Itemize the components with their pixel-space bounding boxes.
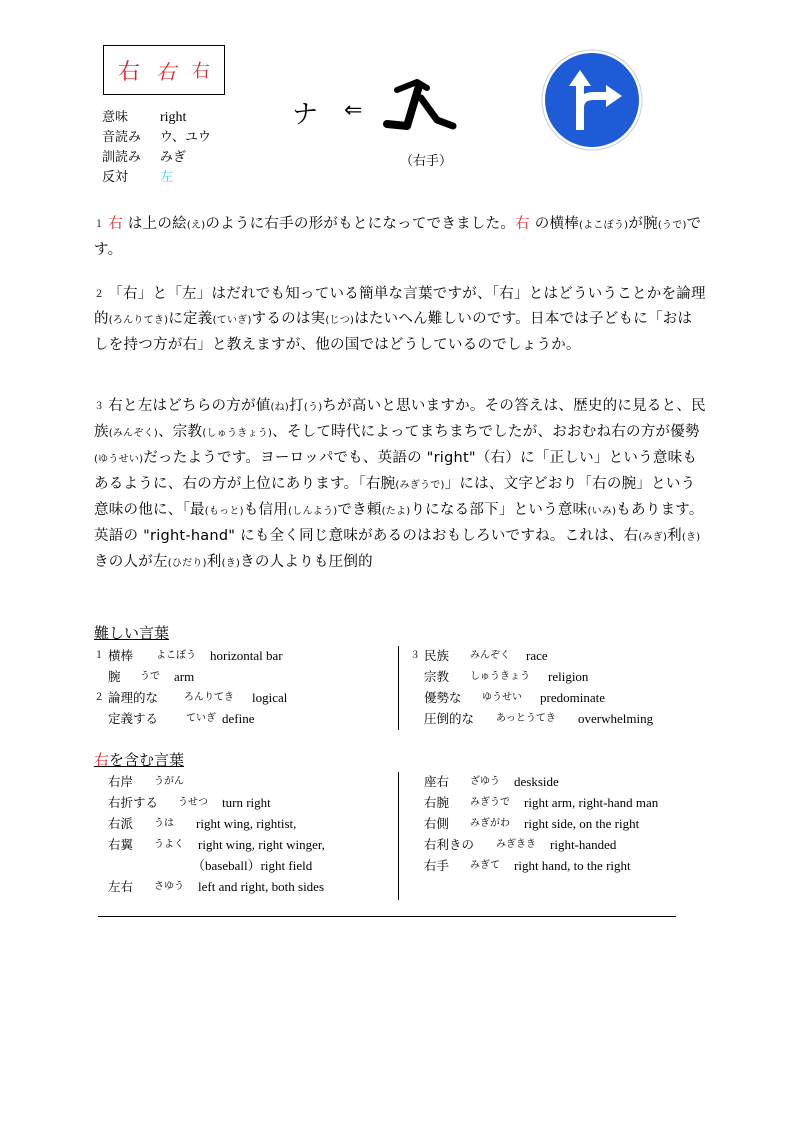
vocab-number: ３ [410,650,420,661]
kanji-variant-1: 右 [117,59,140,85]
vocab-row [94,687,394,708]
vocab-row [94,708,394,729]
furigana: (き) [221,558,241,569]
vocab-reading: ざゆう [470,776,500,787]
vocab-english: overwhelming [578,711,654,726]
vocab-reading: よこぼう [156,650,196,661]
vocab-reading: うがん [154,776,184,787]
furigana: (みぎ) [638,532,668,543]
furigana: (みんぞく) [108,428,159,439]
paragraph-3 [94,394,706,576]
vocab-word: 右利きの [424,837,475,852]
text: 利 [206,554,222,570]
vocab-word: 論理的な [108,690,159,705]
left-arrow-icon: ⇐ [344,98,363,123]
info-row-kunyomi [102,148,282,168]
column-divider [398,646,399,730]
paragraph-number: ２ [94,289,105,300]
vocab-row [424,771,714,792]
info-label: 反対 [102,170,129,185]
vocab-row [410,708,710,729]
difficult-words-right [410,645,710,729]
text: 、宗教 [158,424,203,440]
vocab-english: right side, on the right [524,816,640,831]
info-row-onyomi [102,128,282,148]
vocab-word: 右派 [108,816,134,831]
info-label: 音読み [102,130,142,145]
text: も信用 [243,502,289,518]
text: 、そして時代によってまちまちでしたが、おおむね右の方が優勢 [272,424,700,440]
kanji-variant-3: 右 [191,61,210,82]
vocab-row [410,687,710,708]
vocab-word: 座右 [424,774,450,789]
vocab-row [108,876,398,897]
vocab-english: right-handed [550,837,617,852]
road-sign-straight-or-right-icon [540,48,644,156]
column-divider [398,772,399,900]
vocab-row [424,834,714,855]
vocab-word: 右翼 [108,837,134,852]
text: するのは実 [251,311,326,327]
info-label: 意味 [102,110,129,125]
vocab-reading: あっとうてき [496,713,556,724]
furigana: (もっと) [204,506,244,517]
vocab-word: 右側 [424,816,450,831]
vocab-word: 宗教 [424,669,450,684]
furigana: (う) [303,402,323,413]
text: のように右手の形がもとになってできました。 [205,216,516,232]
vocab-row [424,792,714,813]
vocab-reading: うせつ [178,797,208,808]
furigana: (ゆうせい) [94,454,144,465]
furigana: (しゅうきょう) [202,428,273,439]
vocab-reading: うは [154,818,174,829]
furigana: (しんよう) [288,506,338,517]
vocab-reading: ゆうせい [482,692,522,703]
vocab-reading: みぎて [470,860,500,871]
kanji-info [102,108,282,192]
furigana: (ろんりてき) [108,315,169,326]
vocab-english: deskside [514,774,559,789]
vocab-reading: しゅうきょう [470,671,530,682]
text: の横棒 [529,216,580,232]
text: でき頼 [337,502,382,518]
vocab-word: 右手 [424,858,450,873]
paragraph-number: ３ [94,401,105,412]
vocab-reading: みぎうで [470,797,510,808]
vocab-row [108,792,398,813]
vocab-reading: みぎきき [496,839,536,850]
info-label: 訓読み [102,150,142,165]
hand-caption: （右手） [400,154,453,169]
info-value-opposite: 左 [160,170,174,185]
vocab-word: 圧倒的な [424,711,475,726]
furigana: (え) [186,220,206,231]
text: きの人よりも圧倒的 [240,554,373,570]
vocab-row [424,855,714,876]
difficult-words-title: 難しい言葉 [94,624,170,642]
text: りになる部下」という意味 [410,502,588,518]
difficult-words-left [94,645,394,729]
text: は上の絵 [123,216,187,232]
vocab-word: 腕 [108,669,121,684]
paragraph-2 [94,282,706,357]
text: 「右」と「左」はだれでも知っている簡単な言葉ですが、「右」とはどういうことかを論理的 [94,286,706,327]
katakana-origin: ナ [292,100,319,130]
text: もあります。英語の "right-hand" にも全く同じ意味があるのはおもしろいですね。これは、右 [94,502,704,544]
info-value: みぎ [160,150,187,165]
vocab-row [108,813,398,834]
paragraph-number: １ [94,219,105,230]
text: 打 [289,398,304,414]
vocab-word: 右岸 [108,774,134,789]
vocab-row [410,666,710,687]
furigana: (ひだり) [167,558,207,569]
vocab-row [424,813,714,834]
vocab-word: 優勢な [424,690,462,705]
title-kanji: 右 [94,751,110,769]
vocab-number: ２ [94,692,104,703]
vocab-english: （baseball）right field [192,858,313,873]
furigana: (みぎうで) [395,480,445,491]
vocab-word: 民族 [424,648,450,663]
vocab-english: logical [252,690,288,705]
vocab-number: １ [94,650,104,661]
furigana: (うで) [657,220,687,231]
info-value: ウ、ユウ [160,130,211,145]
vocab-english: define [222,711,255,726]
vocab-word: 右腕 [424,795,450,810]
text: ちが高いと思いますか。その答えは、歴史的に見ると、民族 [94,398,706,440]
bottom-rule [98,916,676,917]
info-row-opposite [102,168,282,188]
text: です。 [94,216,702,258]
vocab-reading: さゆう [154,881,184,892]
text: 利 [667,528,682,544]
kanji-highlight: 右 [108,216,123,232]
vocab-word: 定義する [108,711,159,726]
vocab-english: horizontal bar [210,648,283,663]
text: 右と左はどちらの方が値 [108,398,271,414]
vocab-reading: ろんりてき [184,692,234,703]
furigana: (き) [681,532,701,543]
vocab-reading: みんぞく [470,650,510,661]
vocab-row [94,666,394,687]
info-value: right [160,110,187,125]
kanji-variants-box [103,45,225,95]
text: きの人が左 [94,554,168,570]
containing-words-title [94,749,184,770]
info-row-meaning [102,108,282,128]
vocab-english: right wing, right winger, [198,837,325,852]
vocab-reading: みぎがわ [470,818,510,829]
paragraph-1 [94,212,706,262]
vocab-row [108,834,398,855]
vocab-english: left and right, both sides [198,879,325,894]
containing-words-right [424,771,714,876]
vocab-word: 横棒 [108,648,134,663]
vocab-english: race [526,648,548,663]
vocab-word: 左右 [108,879,134,894]
vocab-english: predominate [540,690,605,705]
vocab-english: right hand, to the right [514,858,631,873]
kanji-highlight: 右 [515,216,530,232]
vocab-reading: ていぎ [186,713,216,724]
furigana: (じつ) [325,315,355,326]
ancient-hand-glyph [381,76,457,136]
text: だったようです。ヨーロッパでも、英語の "right"（右）に「正しい」という意味もあるように、右の方が上位にあります。「右腕 [94,450,698,492]
furigana: (よこぼう) [579,220,629,231]
text: に定義 [168,311,213,327]
furigana: (たよ) [381,506,411,517]
vocab-row [94,645,394,666]
title-rest: を含む言葉 [109,751,185,769]
vocab-english: turn right [222,795,271,810]
vocab-row [108,771,398,792]
vocab-english: religion [548,669,589,684]
vocab-row [410,645,710,666]
vocab-reading: うで [140,671,160,682]
furigana: (いみ) [587,506,617,517]
vocab-english: right arm, right-hand man [524,795,659,810]
vocab-row [108,855,398,876]
text: はたいへん難しいのです。日本では子どもに「おはしを持つ方が右」と教えますが、他の国ではどうしているのでしょうか。 [94,311,693,353]
vocab-word: 右折する [108,795,159,810]
containing-words-left [108,771,398,897]
text: が腕 [628,216,658,232]
vocab-english: right wing, rightist, [196,816,297,831]
furigana: (ていぎ) [212,315,252,326]
furigana: (ね) [270,402,290,413]
vocab-english: arm [174,669,195,684]
kanji-variant-2: 右 [155,59,176,84]
vocab-reading: うよく [154,839,184,850]
text: 」には、文字どおり「右の腕」という意味の他に、「最 [94,476,696,518]
